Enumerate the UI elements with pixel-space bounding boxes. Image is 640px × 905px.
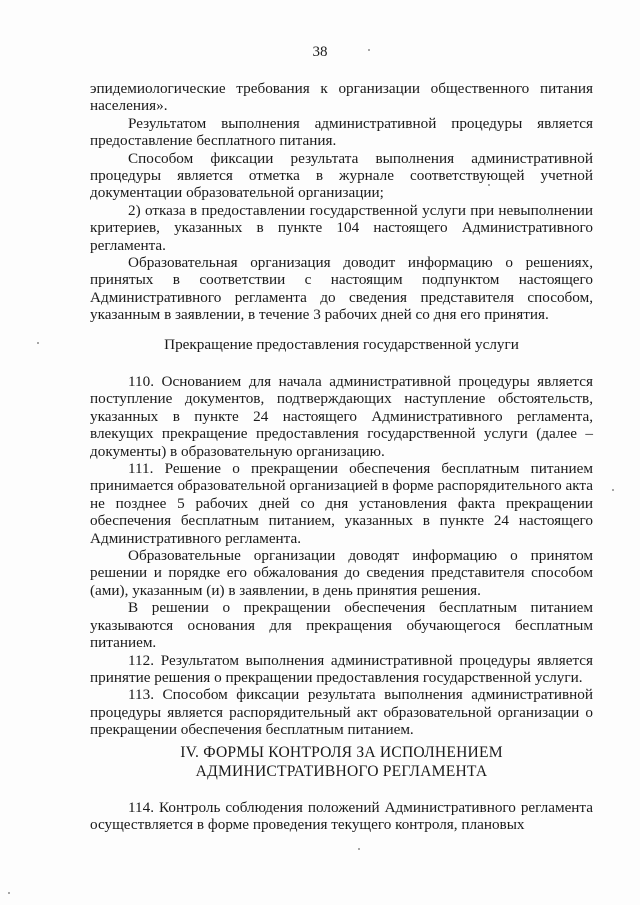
paragraph-114: 114. Контроль соблюдения положений Административного регламента осуществляется в форме проведения текущего контроля, плановых — [90, 799, 593, 834]
top-text-section — [90, 80, 593, 324]
scan-speck — [358, 848, 360, 850]
paragraph-fixation: Способом фиксации результата выполнения административной процедуры является отметка в журнале соответствующей учетной документации образовательной организации; — [90, 149, 593, 202]
page-number: 38 — [312, 44, 328, 60]
paragraph-refusal: 2) отказа в предоставлении государственной услуги при невыполнении критериев, указанных в пункте 104 настоящего Административного регламента. — [90, 201, 593, 254]
paragraph-112: 112. Результатом выполнения административной процедуры является принятие решения о прекращении предоставления государственной услуги. — [90, 651, 593, 686]
paragraph-notification: Образовательная организация доводит информацию о решениях, принятых в соответствии с настоящим подпунктом настоящего Административного регламента до сведения представителя способом, указанным в заявлении, в течение 3 рабочих дней со дня его принятия. — [90, 254, 593, 324]
scan-speck — [612, 489, 614, 491]
paragraph-113: 113. Способом фиксации результата выполнения административной процедуры является распорядительный акт образовательной организации о прекращении обеспечения бесплатным питанием. — [90, 686, 593, 739]
paragraph-continuation: эпидемиологические требования к организации общественного питания населения». — [90, 80, 593, 115]
paragraph-result: Результатом выполнения административной процедуры является предоставление бесплатного питания. — [90, 114, 593, 150]
scan-speck — [8, 892, 10, 894]
scan-speck — [37, 342, 39, 344]
chapter-heading-line-2: АДМИНИСТРАТИВНОГО РЕГЛАМЕНТА — [195, 763, 488, 780]
bottom-text-section — [90, 799, 593, 834]
section-heading: Прекращение предоставления государственной услуги — [164, 336, 519, 353]
paragraph-111-notification: Образовательные организации доводят информацию о принятом решении и порядке его обжалования до сведения представителя способом (ами), указанным (и) в заявлении, в день принятия решения. — [90, 547, 593, 599]
scan-speck — [488, 184, 490, 186]
section-heading-wrap — [90, 336, 593, 353]
paragraph-111: 111. Решение о прекращении обеспечения бесплатным питанием принимается образовательной организацией в форме распорядительного акта не позднее 5 рабочих дней со дня установления факта прекращении обеспечения бесплатным питанием, указанных в пункте 24 настоящего Административного регламента. — [90, 460, 593, 547]
chapter-heading-line-1: IV. ФОРМЫ КОНТРОЛЯ ЗА ИСПОЛНЕНИЕМ — [180, 744, 503, 761]
paragraph-110: 110. Основанием для начала административной процедуры является поступление документов, подтверждающих наступление обстоятельств, указанных в пункте 24 настоящего Административного регламента, влекущих прекращение предоставления государственной услуги (далее – документы) в образовательную организацию. — [90, 373, 593, 460]
chapter-heading-wrap — [90, 743, 593, 781]
paragraph-111-grounds: В решении о прекращении обеспечения бесплатным питанием указываются основания для прекращения обучающегося бесплатным питанием. — [90, 599, 593, 652]
middle-text-section — [90, 373, 593, 739]
scan-speck — [368, 49, 370, 51]
